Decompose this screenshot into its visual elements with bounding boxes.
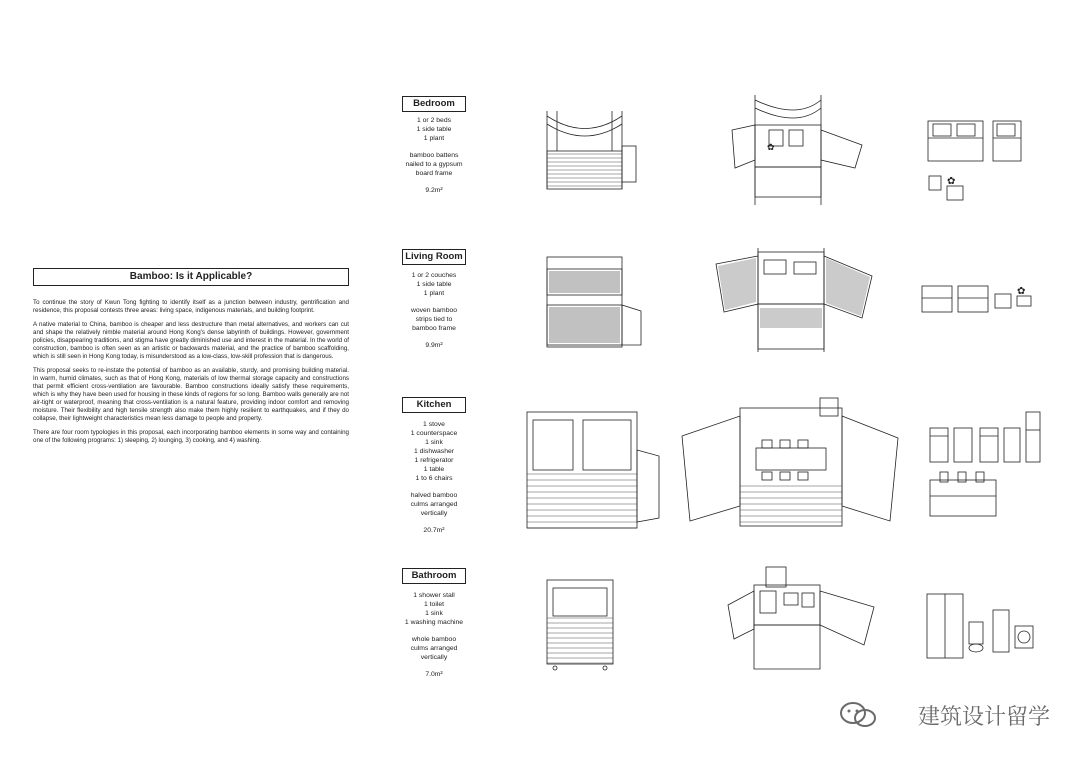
svg-text:✿: ✿ — [1017, 286, 1026, 297]
bedroom-elevation-drawing — [545, 96, 640, 196]
room-material: culms arranged — [410, 645, 458, 652]
svg-text:✿: ✿ — [947, 176, 956, 187]
living-room-open-drawing — [706, 246, 876, 356]
room-item: 1 refrigerator — [414, 457, 454, 464]
room-label-bathroom: Bathroom — [402, 568, 466, 584]
room-info-bathroom — [390, 591, 478, 679]
room-material: halved bamboo — [410, 492, 458, 499]
room-item: 1 dishwasher — [413, 448, 455, 455]
room-item: 1 side table — [416, 281, 452, 288]
watermark-text: 建筑设计留学 — [917, 705, 1050, 730]
room-item: 1 stove — [423, 421, 445, 428]
kitchen-elevation-drawing — [525, 410, 665, 530]
room-label-living-room: Living Room — [402, 249, 466, 265]
essay-body — [33, 299, 349, 451]
room-item: 1 sink — [425, 610, 443, 617]
bedroom-furniture-drawing — [925, 118, 1025, 208]
room-item: 1 counterspace — [410, 430, 458, 437]
essay-paragraph: A native material to China, bamboo is cheaper and less destructure than metal alternatives, and workers can cut and shape the relatively nimble material around Hong Kong's dense labyrinth of buildings. However, government policies, disappearing traditions, and stigma have greatly diminished use and interest in the material. In the world of construction, bamboo is often seen as an artistic or backwards material, and the practice of bamboo scaffolding, which is still seen in Hong Kong today, is misunderstood as a low-class, low-skill profession that is dangerous. — [33, 321, 349, 360]
room-item: 1 to 6 chairs — [415, 475, 453, 482]
room-area: 7.0m² — [425, 671, 443, 678]
room-info-kitchen — [390, 420, 478, 535]
svg-text:✿: ✿ — [767, 143, 775, 153]
essay-title: Bamboo: Is it Applicable? — [33, 268, 349, 286]
room-area: 9.2m² — [425, 187, 443, 194]
room-info-bedroom — [390, 116, 478, 195]
room-material: bamboo battens — [409, 152, 459, 159]
room-material: whole bamboo — [411, 636, 457, 643]
room-material: vertically — [420, 654, 448, 661]
room-material: bamboo frame — [412, 325, 456, 332]
room-info-living-room — [390, 271, 478, 350]
essay-paragraph: To continue the story of Kwun Tong fighting to identify itself as a junction between industry, gentrification and residence, this proposal contests three areas: living space, indigenous materials, and building footprint. — [33, 299, 349, 314]
kitchen-open-drawing — [680, 396, 900, 531]
room-label-bedroom: Bedroom — [402, 96, 466, 112]
room-item: 1 table — [423, 466, 445, 473]
room-item: 1 toilet — [423, 601, 445, 608]
bedroom-open-drawing — [727, 90, 867, 210]
room-area: 9.9m² — [425, 342, 443, 349]
essay-paragraph: This proposal seeks to re-instate the potential of bamboo as an available, sturdy, and promising building material. In warm, humid climates, such as that of Hong Kong, materials of low thermal storage capacity and constructions that permit efficient cross-ventilation are favourable. Bamboo constructions ideally satisfy these requirements, which is why they have been used for housing in these kinds of regions for so long. Bamboo walls generally are not air-tight or waterproof, meaning that cross-ventilation is a natural feature, providing indoor comfort and removing moisture. Their flexibility and high tensile strength also make them highly resilient to earthquakes, and if they do collapse, their lightweight characteristics mean less damage to people and property. — [33, 367, 349, 422]
room-area: 20.7m² — [423, 527, 445, 534]
bathroom-elevation-drawing — [545, 578, 625, 670]
wechat-icon — [838, 700, 878, 730]
bathroom-open-drawing — [724, 563, 879, 673]
room-item: 1 sink — [425, 439, 443, 446]
room-material: strips tied to — [415, 316, 453, 323]
room-material: nailed to a gypsum — [405, 161, 463, 168]
room-material: woven bamboo — [410, 307, 458, 314]
essay-paragraph: There are four room typologies in this proposal, each incorporating bamboo elements in some way and containing one of the following programs: 1) sleeping, 2) lounging, 3) cooking, and 4) washing. — [33, 429, 349, 444]
room-material: board frame — [415, 170, 453, 177]
living-room-elevation-drawing — [545, 249, 645, 354]
room-item: 1 or 2 beds — [416, 117, 451, 124]
kitchen-furniture-drawing — [928, 410, 1043, 520]
bathroom-furniture-drawing — [925, 592, 1035, 662]
room-item: 1 plant — [423, 135, 445, 142]
living-room-furniture-drawing — [920, 282, 1035, 317]
room-item: 1 washing machine — [404, 619, 464, 626]
room-item: 1 side table — [416, 126, 452, 133]
room-label-kitchen: Kitchen — [402, 397, 466, 413]
room-material: culms arranged — [410, 501, 458, 508]
room-material: vertically — [420, 510, 448, 517]
room-item: 1 shower stall — [413, 592, 455, 599]
room-item: 1 or 2 couches — [411, 272, 457, 279]
room-item: 1 plant — [423, 290, 445, 297]
